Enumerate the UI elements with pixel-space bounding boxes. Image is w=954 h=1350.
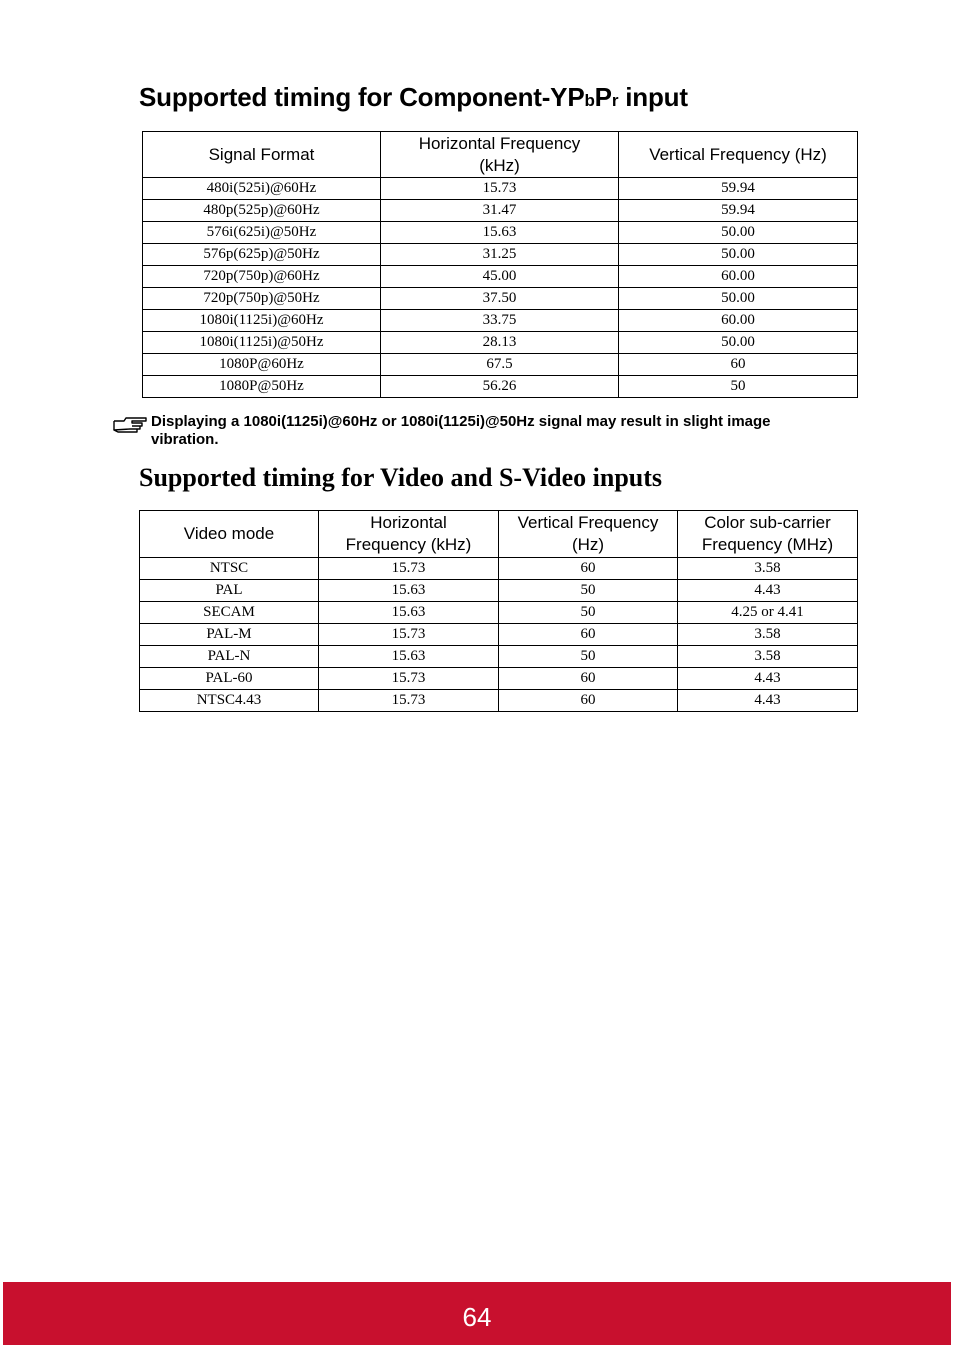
table-cell: 50.00	[619, 288, 858, 310]
table-cell: 15.73	[319, 668, 499, 690]
table-cell: PAL	[140, 580, 319, 602]
header-horizontal-frequency: Horizontal Frequency (kHz)	[319, 511, 499, 558]
table-row	[143, 376, 858, 398]
table-row	[143, 332, 858, 354]
table-cell: 50.00	[619, 244, 858, 266]
table-row	[143, 222, 858, 244]
table-cell: 50	[499, 646, 678, 668]
table-cell: 480p(525p)@60Hz	[143, 200, 381, 222]
header-vertical-frequency: Vertical Frequency (Hz)	[619, 132, 858, 178]
table-row	[140, 690, 858, 712]
table-cell: 50.00	[619, 222, 858, 244]
table-cell: 1080P@60Hz	[143, 354, 381, 376]
table-cell: 4.25 or 4.41	[678, 602, 858, 624]
table-cell: 60.00	[619, 310, 858, 332]
table-row	[143, 354, 858, 376]
table-cell: 15.73	[319, 624, 499, 646]
table-cell: 50	[499, 580, 678, 602]
table-cell: 4.43	[678, 580, 858, 602]
table-row	[140, 668, 858, 690]
table-cell: 60	[499, 624, 678, 646]
header-video-mode: Video mode	[140, 511, 319, 558]
table-cell: 45.00	[381, 266, 619, 288]
table-cell: 67.5	[381, 354, 619, 376]
table-cell: 4.43	[678, 668, 858, 690]
table-cell: 576p(625p)@50Hz	[143, 244, 381, 266]
table-cell: PAL-60	[140, 668, 319, 690]
table-row	[143, 178, 858, 200]
page-number: 64	[462, 1302, 492, 1332]
table-cell: 15.63	[381, 222, 619, 244]
section1-title: Supported timing for Component-YPbPr input	[139, 82, 688, 112]
table-cell: 37.50	[381, 288, 619, 310]
table-cell: 50.00	[619, 332, 858, 354]
table-cell: NTSC	[140, 558, 319, 580]
table-cell: PAL-N	[140, 646, 319, 668]
table-header-row	[140, 511, 858, 558]
table-row	[143, 266, 858, 288]
component-timing-table	[142, 131, 858, 398]
table-cell: 50	[619, 376, 858, 398]
table-cell: 60	[499, 690, 678, 712]
table-cell: 3.58	[678, 624, 858, 646]
table-cell: 60.00	[619, 266, 858, 288]
table-row	[140, 624, 858, 646]
table-cell: 15.73	[319, 690, 499, 712]
table-cell: 15.63	[319, 580, 499, 602]
table-cell: 15.63	[319, 646, 499, 668]
table-cell: 33.75	[381, 310, 619, 332]
table-cell: 720p(750p)@60Hz	[143, 266, 381, 288]
table-cell: NTSC4.43	[140, 690, 319, 712]
header-vertical-frequency: Vertical Frequency (Hz)	[499, 511, 678, 558]
table-cell: 576i(625i)@50Hz	[143, 222, 381, 244]
table-header-row	[143, 132, 858, 178]
table-row	[143, 244, 858, 266]
table-cell: 1080P@50Hz	[143, 376, 381, 398]
table-cell: 15.73	[319, 558, 499, 580]
table-cell: 28.13	[381, 332, 619, 354]
table-cell: 50	[499, 602, 678, 624]
table-row	[140, 580, 858, 602]
table-cell: 59.94	[619, 178, 858, 200]
pointing-hand-icon	[112, 415, 148, 435]
table-cell: 56.26	[381, 376, 619, 398]
table-cell: 31.25	[381, 244, 619, 266]
table-cell: SECAM	[140, 602, 319, 624]
table-cell: 3.58	[678, 646, 858, 668]
table-cell: 15.73	[381, 178, 619, 200]
header-horizontal-frequency: Horizontal Frequency (kHz)	[381, 132, 619, 178]
table-row	[143, 310, 858, 332]
table-row	[140, 646, 858, 668]
footer-bar	[3, 1282, 951, 1345]
table-cell: 480i(525i)@60Hz	[143, 178, 381, 200]
table-cell: 60	[499, 558, 678, 580]
section2-title: Supported timing for Video and S-Video inputs	[139, 463, 663, 492]
table-cell: 1080i(1125i)@50Hz	[143, 332, 381, 354]
header-color-subcarrier-frequency: Color sub-carrier Frequency (MHz)	[678, 511, 858, 558]
table-cell: 59.94	[619, 200, 858, 222]
table-cell: 1080i(1125i)@60Hz	[143, 310, 381, 332]
table-cell: 60	[499, 668, 678, 690]
table-row	[143, 200, 858, 222]
note-text: Displaying a 1080i(1125i)@60Hz or 1080i(1125i)@50Hz signal may result in slight image vibration.	[151, 413, 771, 448]
table-cell: 15.63	[319, 602, 499, 624]
table-cell: 720p(750p)@50Hz	[143, 288, 381, 310]
table-cell: 31.47	[381, 200, 619, 222]
video-timing-table	[139, 510, 858, 712]
header-signal-format: Signal Format	[143, 132, 381, 178]
table-cell: 3.58	[678, 558, 858, 580]
table-row	[140, 558, 858, 580]
table-cell: 60	[619, 354, 858, 376]
table-row	[140, 602, 858, 624]
table-row	[143, 288, 858, 310]
table-cell: 4.43	[678, 690, 858, 712]
table-cell: PAL-M	[140, 624, 319, 646]
